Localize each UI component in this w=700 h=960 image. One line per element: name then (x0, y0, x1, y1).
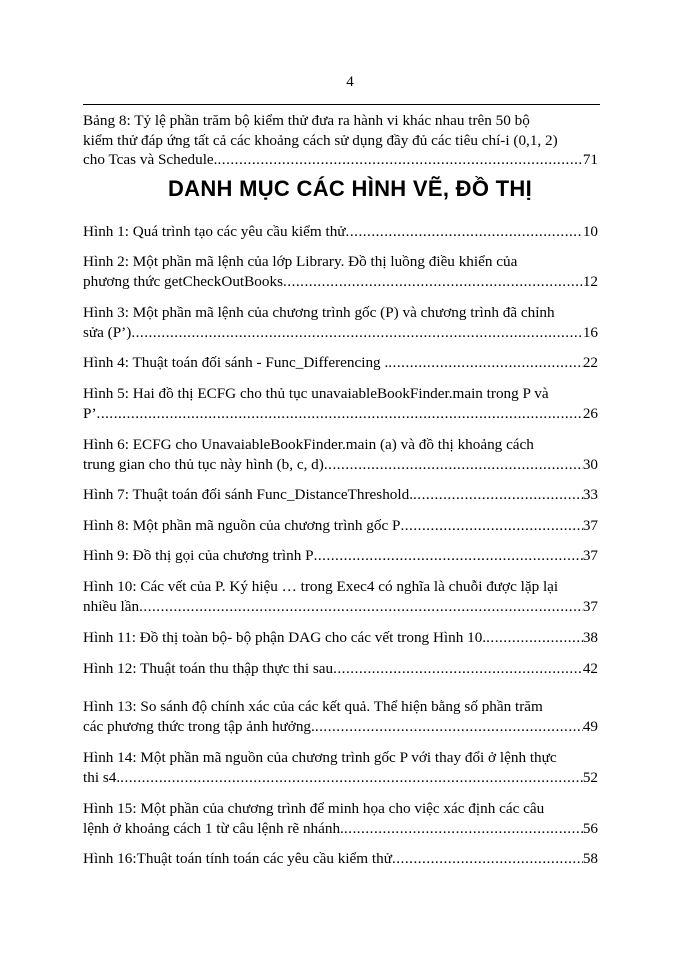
figure-entry-2 (83, 252, 598, 291)
entry-last-line (83, 819, 598, 839)
entry-page-number: 37 (582, 547, 598, 564)
figure-entry-16 (83, 849, 598, 869)
entry-line: Hình 14: Một phần mã nguồn của chương trình gốc P với thay đổi ở lệnh thực (83, 749, 557, 766)
table-list (83, 111, 598, 170)
entry-line: Hình 3: Một phần mã lệnh của chương trình gốc (P) và chương trình đã chỉnh (83, 304, 555, 321)
entry-page-number: 22 (582, 354, 598, 371)
entry-page-number: 56 (582, 819, 598, 837)
dot-leader (131, 323, 583, 343)
dot-leader (388, 353, 583, 373)
entry-page-number: 58 (582, 850, 598, 867)
figure-entry-10 (83, 577, 598, 616)
figure-entry-12 (83, 659, 598, 679)
figure-entry-14 (83, 748, 598, 787)
entry-line: Hình 5: Hai đồ thị ECFG cho thủ tục unavaiableBookFinder.main trong P và (83, 385, 549, 402)
entry-line: Hình 6: ECFG cho UnavaiableBookFinder.main (a) và đồ thị khoảng cách (83, 436, 534, 453)
entry-last-line (83, 628, 598, 648)
entry-last-line (83, 272, 598, 292)
entry-text: lệnh ở khoảng cách 1 từ câu lệnh rẽ nhánh. (83, 819, 344, 837)
entry-text: Hình 16:Thuật toán tính toán các yêu cầu kiểm thử (83, 850, 392, 867)
entry-text: Hình 9: Đồ thị gọi của chương trình P (83, 547, 314, 564)
entry-line: Hình 10: Các vết của P. Ký hiệu … trong Exec4 có nghĩa là chuỗi được lặp lại (83, 578, 559, 595)
entry-page-number: 33 (582, 486, 598, 503)
figure-entry-9 (83, 546, 598, 566)
entry-page-number: 52 (582, 768, 598, 786)
entry-last-line (83, 404, 598, 424)
entry-last-line (83, 516, 598, 536)
entry-last-line (83, 768, 598, 788)
entry-last-line (83, 485, 598, 505)
figure-entry-4 (83, 353, 598, 373)
entry-text: cho Tcas và Schedule. (83, 151, 218, 168)
entry-page-number: 42 (582, 660, 598, 677)
entry-last-line (83, 717, 598, 737)
entry-last-line (83, 659, 598, 679)
entry-page-number: 38 (582, 629, 598, 646)
entry-last-line (83, 222, 598, 242)
figure-entry-15 (83, 799, 598, 838)
dot-leader (324, 455, 583, 475)
entry-last-line (83, 597, 598, 617)
entry-text: Hình 7: Thuật toán đối sánh Func_DistanceThreshold. (83, 486, 413, 503)
dot-leader (413, 485, 583, 505)
entry-line: Hình 2: Một phần mã lệnh của lớp Library. Đồ thị luồng điều khiển của (83, 253, 518, 270)
dot-leader (486, 628, 583, 648)
entry-text: trung gian cho thủ tục này hình (b, c, d) (83, 455, 324, 473)
entry-text: nhiều lần (83, 597, 140, 615)
entry-page-number: 12 (582, 272, 598, 290)
entry-text: Hình 11: Đồ thị toàn bộ- bộ phận DAG cho các vết trong Hình 10. (83, 629, 487, 646)
entry-page-number: 37 (582, 517, 598, 534)
entry-text: các phương thức trong tập ảnh hưởng. (83, 717, 315, 735)
dot-leader (97, 404, 583, 424)
entry-text: Hình 4: Thuật toán đối sánh - Func_Differencing . (83, 354, 389, 371)
entry-page-number: 26 (582, 404, 598, 422)
dot-leader (314, 546, 583, 566)
entry-text: P’ (83, 404, 97, 422)
entry-last-line (83, 546, 598, 566)
entry-text: Hình 12: Thuật toán thu thập thực thi sau (83, 660, 334, 677)
entry-last-line (83, 353, 598, 373)
dot-leader (139, 597, 583, 617)
dot-leader (344, 819, 583, 839)
entry-page-number: 37 (582, 597, 598, 615)
entry-text: sửa (P’) (83, 323, 132, 341)
section-heading: DANH MỤC CÁC HÌNH VẼ, ĐỒ THỊ (167, 176, 533, 201)
dot-leader (120, 768, 583, 788)
dot-leader (315, 717, 583, 737)
entry-page-number: 49 (582, 717, 598, 735)
entry-line: Bảng 8: Tỷ lệ phần trăm bộ kiểm thử đưa ra hành vi khác nhau trên 50 bộ (83, 112, 530, 129)
figure-entry-3 (83, 303, 598, 342)
dot-leader (283, 272, 583, 292)
entry-page-number: 71 (582, 151, 598, 168)
entry-page-number: 16 (582, 323, 598, 341)
dot-leader (392, 849, 583, 869)
figure-entry-11 (83, 628, 598, 648)
header-rule (83, 104, 600, 105)
entry-last-line (83, 323, 598, 343)
entry-line: kiểm thử đáp ứng tất cả các khoảng cách sử dụng đầy đủ các tiêu chí-i (0,1, 2) (83, 131, 558, 149)
table-entry-8 (83, 111, 598, 170)
figure-entry-13 (83, 697, 598, 736)
entry-text: Hình 1: Quá trình tạo các yêu cầu kiểm thử (83, 223, 346, 240)
entry-last-line (83, 455, 598, 475)
figure-entry-7 (83, 485, 598, 505)
entry-text: Hình 8: Một phần mã nguồn của chương trình gốc P (83, 517, 401, 534)
page-number: 4 (346, 74, 354, 90)
dot-leader (400, 516, 582, 536)
entry-page-number: 10 (582, 223, 598, 240)
entry-line: Hình 15: Một phần của chương trình để minh họa cho việc xác định các câu (83, 800, 545, 817)
dot-leader (346, 222, 583, 242)
entry-line: Hình 13: So sánh độ chính xác của các kết quả. Thể hiện bằng số phần trăm (83, 698, 543, 715)
figure-entry-5 (83, 384, 598, 423)
entry-last-line (83, 849, 598, 869)
figure-entry-1 (83, 222, 598, 242)
entry-page-number: 30 (582, 455, 598, 473)
dot-leader (217, 150, 582, 170)
entry-text: phương thức getCheckOutBooks (83, 272, 283, 290)
entry-text: thi s4. (83, 768, 121, 786)
entry-last-line (83, 150, 598, 170)
figure-entry-8 (83, 516, 598, 536)
figure-entry-6 (83, 435, 598, 474)
dot-leader (333, 659, 583, 679)
